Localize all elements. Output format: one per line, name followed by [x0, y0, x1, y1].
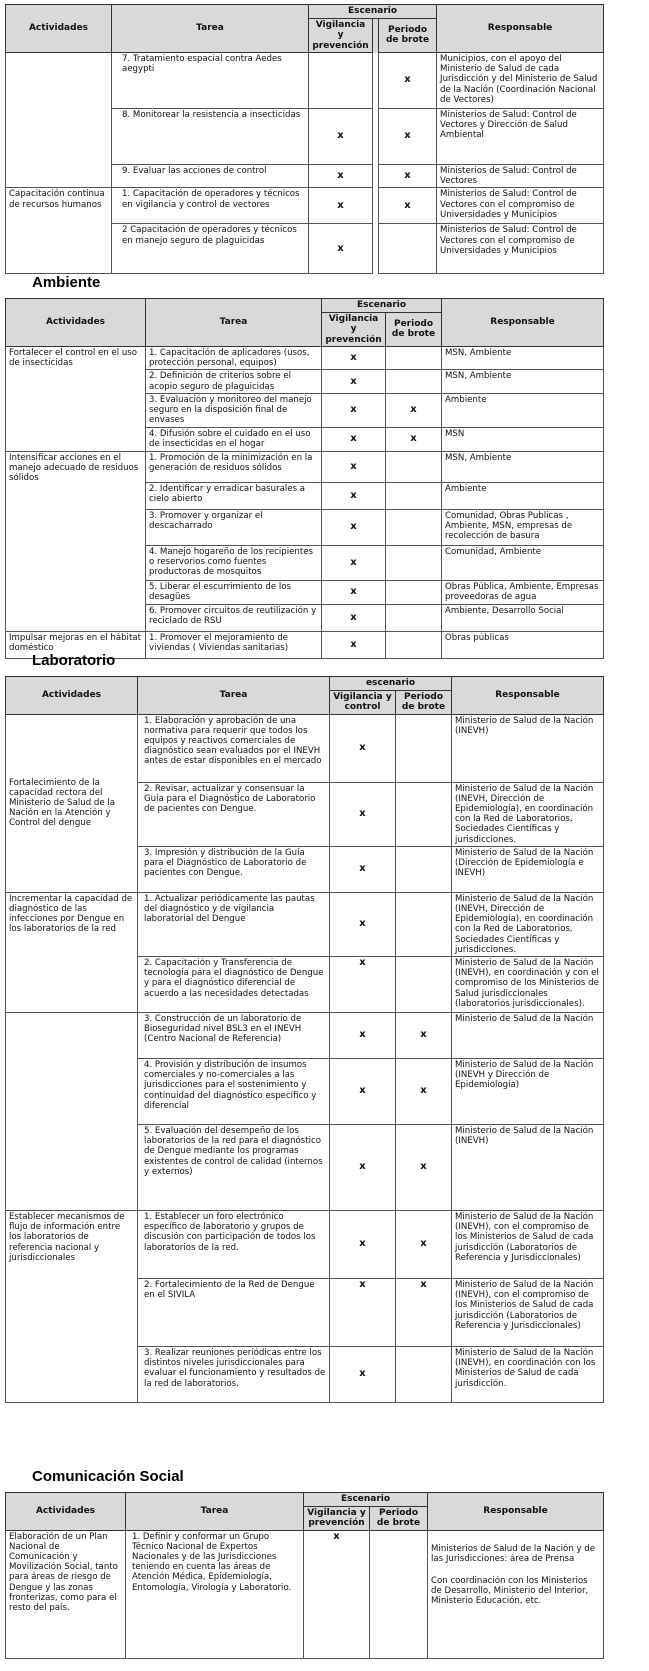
- actividad-cell: Establecer mecanismos de flujo de información entre los laboratorios de referencia nacional y jurisdiccionales: [6, 1210, 138, 1402]
- actividad-cell: Intensificar acciones en el manejo adecuado de residuos sólidos: [6, 451, 146, 631]
- responsable-cell: MSN, Ambiente: [442, 347, 604, 370]
- vigilancia-mark: x: [330, 846, 396, 892]
- header-actividades: Actividades: [6, 5, 112, 53]
- section-title-comunicacion-social: Comunicación Social: [32, 1468, 184, 1485]
- brote-mark: [370, 1530, 428, 1658]
- tarea-cell: 5. Evaluación del desempeño de los laboratorios de la red para el diagnóstico de Dengue mediante los programas existentes de control de calidad (internos y externos): [138, 1124, 330, 1210]
- header-actividades: Actividades: [6, 677, 138, 715]
- actividad-cell: Fortalecer el control en el uso de insecticidas: [6, 347, 146, 452]
- vigilancia-mark: x: [309, 109, 373, 165]
- brote-mark: [386, 482, 442, 509]
- brote-mark: [396, 892, 452, 956]
- vigilancia-mark: x: [322, 604, 386, 631]
- vigilancia-mark: [309, 53, 373, 109]
- brote-mark: [396, 782, 452, 846]
- tarea-cell: 6. Promover circuitos de reutilización y reciclado de RSU: [146, 604, 322, 631]
- brote-mark: x: [396, 1058, 452, 1124]
- vigilancia-mark: x: [330, 1210, 396, 1278]
- header-vigilancia: Vigilancia y prevención: [309, 18, 373, 53]
- tarea-cell: 9. Evaluar las acciones de control: [112, 165, 309, 188]
- tarea-cell: 1. Elaboración y aprobación de una normativa para requerir que todos los equipos y reactivos comerciales de diagnóstico sean evaluados por el INEVH antes de estar disponibles en el mercado: [138, 714, 330, 782]
- vigilancia-mark: x: [330, 1346, 396, 1402]
- brote-mark: x: [379, 165, 437, 188]
- brote-mark: [386, 451, 442, 482]
- responsable-cell: Ministerio de Salud de la Nación (INEVH), con el compromiso de los Ministerios de Salud de cada jurisdicción (Laboratorios de Referencia y Jurisdiccionales): [452, 1278, 604, 1346]
- tarea-cell: 5. Liberar el escurrimiento de los desagües: [146, 580, 322, 604]
- tarea-cell: 3. Realizar reuniones periódicas entre los distintos niveles jurisdiccionales para evaluar el funcionamiento y resultados de la red de laboratorios.: [138, 1346, 330, 1402]
- brote-mark: [386, 545, 442, 580]
- brote-mark: x: [386, 393, 442, 427]
- responsable-cell: Comunidad, Obras Publicas , Ambiente, MSN, empresas de recolección de basura: [442, 509, 604, 545]
- actividad-cell: Impulsar mejoras en el hábitat doméstico: [6, 631, 146, 658]
- tarea-cell: 2. Fortalecimiento de la Red de Dengue en el SIVILA: [138, 1278, 330, 1346]
- header-tarea: Tarea: [146, 299, 322, 347]
- responsable-secondary: Con coordinación con los Ministerios de Desarrollo, Ministerio del Interior, Ministerio Educación, etc.: [431, 1575, 589, 1607]
- brote-mark: [379, 224, 437, 274]
- brote-mark: [386, 604, 442, 631]
- actividad-cell: [6, 1012, 138, 1210]
- vigilancia-mark: x: [309, 165, 373, 188]
- tarea-cell: 3. Evaluación y monitoreo del manejo seguro en la disposición final de envases: [146, 393, 322, 427]
- tarea-cell: 3. Construcción de un laboratorio de Bioseguridad nivel BSL3 en el INEVH (Centro Nacional de Referencia): [138, 1012, 330, 1058]
- responsable-cell: Ministerio de Salud de la Nación (INEVH), en coordinación con los Ministerios de Salud de cada jurisdicción.: [452, 1346, 604, 1402]
- tarea-cell: 2 Capacitación de operadores y técnicos en manejo seguro de plaguicidas: [112, 224, 309, 274]
- responsable-cell: Ministerios de Salud: Control de Vectores: [437, 165, 604, 188]
- brote-mark: [386, 509, 442, 545]
- actividad-cell: [6, 53, 112, 188]
- header-brote: Periodo de brote: [370, 1506, 428, 1530]
- vigilancia-mark: x: [322, 482, 386, 509]
- responsable-cell: Obras Pública, Ambiente, Empresas proveedoras de agua: [442, 580, 604, 604]
- tarea-cell: 4. Manejo hogareño de los recipientes o reservorios como fuentes productoras de mosquitos: [146, 545, 322, 580]
- header-escenario: Escenario: [322, 299, 442, 313]
- header-actividades: Actividades: [6, 1493, 126, 1531]
- header-brote: Periodo de brote: [396, 690, 452, 714]
- brote-mark: x: [386, 427, 442, 451]
- header-tarea: Tarea: [112, 5, 309, 53]
- header-brote: Periodo de brote: [386, 312, 442, 347]
- header-responsable: Responsable: [452, 677, 604, 715]
- brote-mark: x: [396, 1012, 452, 1058]
- header-tarea: Tarea: [126, 1493, 304, 1531]
- responsable-cell: MSN, Ambiente: [442, 451, 604, 482]
- brote-mark: x: [379, 109, 437, 165]
- responsable-cell: Ministerio de Salud de la Nación (INEVH), en coordinación y con el compromiso de los Ministerios de Salud jurisdiccionales (laboratorios jurisdiccionales).: [452, 956, 604, 1012]
- tarea-cell: 1. Establecer un foro electrónico específico de laboratorio y grupos de discusión con participación de todos los laboratorios de la red.: [138, 1210, 330, 1278]
- tarea-cell: 3. Impresión y distribución de la Guía para el Diagnóstico de Laboratorio de pacientes con Dengue.: [138, 846, 330, 892]
- brote-mark: x: [396, 1278, 452, 1346]
- comunicacion-social-table: [5, 1492, 604, 1659]
- vigilancia-mark: x: [330, 892, 396, 956]
- responsable-cell: Ministerio de Salud de la Nación: [452, 1012, 604, 1058]
- tarea-cell: 8. Monitorear la resistencia a insecticidas: [112, 109, 309, 165]
- vigilancia-mark: x: [322, 393, 386, 427]
- brote-mark: [386, 370, 442, 393]
- tarea-cell: 1. Promoción de la minimización en la generación de residuos sólidos: [146, 451, 322, 482]
- vigilancia-mark: x: [322, 545, 386, 580]
- brote-mark: x: [396, 1210, 452, 1278]
- responsable-cell: Ministerios de Salud: Control de Vectores con el compromiso de Universidades y Municipios: [437, 188, 604, 224]
- header-vigilancia: Vigilancia y control: [330, 690, 396, 714]
- vigilancia-mark: x: [322, 347, 386, 370]
- tarea-cell: 2. Identificar y erradicar basurales a cielo abierto: [146, 482, 322, 509]
- responsable-cell: Ministerio de Salud de la Nación (INEVH y Dirección de Epidemiología): [452, 1058, 604, 1124]
- responsable-cell: MSN: [442, 427, 604, 451]
- responsable-cell: Ministerio de Salud de la Nación (INEVH): [452, 1124, 604, 1210]
- vigilancia-mark: x: [330, 1124, 396, 1210]
- vigilancia-mark: x: [330, 956, 396, 1012]
- brote-mark: x: [396, 1124, 452, 1210]
- responsable-cell: Ministerio de Salud de la Nación (INEVH, Dirección de Epidemiología), en coordinación con la Red de Laboratorios, Sociedades Científicas y jurisdicciones.: [452, 782, 604, 846]
- brote-mark: x: [379, 53, 437, 109]
- responsable-cell: [428, 1530, 604, 1658]
- header-tarea: Tarea: [138, 677, 330, 715]
- brote-mark: [386, 580, 442, 604]
- header-vigilancia: Vigilancia y prevención: [304, 1506, 370, 1530]
- section-title-ambiente: Ambiente: [32, 274, 101, 291]
- responsable-cell: Ministerios de Salud: Control de Vectores con el compromiso de Universidades y Municipios: [437, 224, 604, 274]
- vigilancia-mark: x: [322, 509, 386, 545]
- vigilancia-mark: x: [330, 1012, 396, 1058]
- responsable-cell: Comunidad, Ambiente: [442, 545, 604, 580]
- header-brote: Periodo de brote: [379, 18, 437, 53]
- vigilancia-mark: x: [322, 580, 386, 604]
- tarea-cell: 4. Provisión y distribución de insumos comerciales y no-comerciales a las jurisdicciones para el sostenimiento y continuidad del diagnóstico específico y diferencial: [138, 1058, 330, 1124]
- responsable-primary: Ministerios de Salud de la Nación y de las Jurisdicciones: área de Prensa: [431, 1543, 596, 1564]
- responsable-cell: Obras públicas: [442, 631, 604, 658]
- actividad-cell: Incrementar la capacidad de diagnóstico de las infecciones por Dengue en los laboratorios de la red: [6, 892, 138, 1012]
- header-vigilancia: Vigilancia y prevención: [322, 312, 386, 347]
- ambiente-table: [5, 298, 604, 659]
- responsable-cell: Ambiente, Desarrollo Social: [442, 604, 604, 631]
- tarea-cell: 1. Actualizar periódicamente las pautas del diagnóstico y de vigilancia laboratorial del Dengue: [138, 892, 330, 956]
- header-actividades: Actividades: [6, 299, 146, 347]
- vigilancia-mark: x: [309, 188, 373, 224]
- vigilancia-mark: x: [330, 1278, 396, 1346]
- tarea-cell: 7. Tratamiento espacial contra Aedes aegypti: [112, 53, 309, 109]
- tarea-cell: 2. Revisar, actualizar y consensuar la Guía para el Diagnóstico de Laboratorio de pacientes con Dengue.: [138, 782, 330, 846]
- tarea-cell: 1. Definir y conformar un Grupo Técnico Nacional de Expertos Nacionales y de las Jurisdicciones teniendo en cuenta las áreas de Atención Médica, Epidemiología, Entomología, Virología y Laboratorio.: [126, 1530, 304, 1658]
- tarea-cell: 3. Promover y organizar el descacharrado: [146, 509, 322, 545]
- brote-mark: [386, 631, 442, 658]
- brote-mark: [396, 956, 452, 1012]
- vigilancia-mark: x: [322, 370, 386, 393]
- responsable-cell: Ambiente: [442, 393, 604, 427]
- responsable-cell: Ministerio de Salud de la Nación (Dirección de Epidemiología e INEVH): [452, 846, 604, 892]
- responsable-cell: MSN, Ambiente: [442, 370, 604, 393]
- header-responsable: Responsable: [437, 5, 604, 53]
- laboratorio-table: [5, 676, 604, 1403]
- actividad-cell: Elaboración de un Plan Nacional de Comunicación y Movilización Social, tanto para áreas de riesgo de Dengue y las zonas fronterizas, como para el resto del país.: [6, 1530, 126, 1658]
- responsable-cell: Municipios, con el apoyo del Ministerio de Salud de cada Jurisdicción y del Ministerio de Salud de la Nación (Coordinación Nacional de Vectores): [437, 53, 604, 109]
- vigilancia-mark: x: [330, 714, 396, 782]
- responsable-cell: Ambiente: [442, 482, 604, 509]
- tarea-cell: 2. Definición de criterios sobre el acopio seguro de plaguicidas: [146, 370, 322, 393]
- actividad-cell: Capacitación continua de recursos humanos: [6, 188, 112, 274]
- brote-mark: [396, 846, 452, 892]
- header-escenario: escenario: [330, 677, 452, 691]
- brote-mark: x: [379, 188, 437, 224]
- tarea-cell: 1. Capacitación de operadores y técnicos en vigilancia y control de vectores: [112, 188, 309, 224]
- brote-mark: [396, 1346, 452, 1402]
- responsable-cell: Ministerio de Salud de la Nación (INEVH, Dirección de Epidemiología), en coordinación con la Red de Laboratorios, Sociedades Científicas y jurisdicciones.: [452, 892, 604, 956]
- tarea-cell: 2. Capacitación y Transferencia de tecnología para el diagnóstico de Dengue y para el diagnóstico diferencial de acuerdo a las necesidades detectadas: [138, 956, 330, 1012]
- tarea-cell: 4. Difusión sobre el cuidado en el uso de insecticidas en el hogar: [146, 427, 322, 451]
- header-escenario: Escenario: [304, 1493, 428, 1507]
- actividad-cell: Fortalecimiento de la capacidad rectora del Ministerio de Salud de la Nación en la Atención y Control del dengue: [6, 714, 138, 892]
- vigilancia-mark: x: [330, 1058, 396, 1124]
- vigilancia-mark: x: [309, 224, 373, 274]
- responsable-cell: Ministerios de Salud: Control de Vectores y Dirección de Salud Ambiental: [437, 109, 604, 165]
- responsable-cell: Ministerio de Salud de la Nación (INEVH): [452, 714, 604, 782]
- vigilancia-mark: x: [322, 631, 386, 658]
- vigilancia-mark: x: [322, 451, 386, 482]
- brote-mark: [386, 347, 442, 370]
- vigilancia-mark: x: [304, 1530, 370, 1658]
- tarea-cell: 1. Capacitación de aplicadores (usos, protección personal, equipos): [146, 347, 322, 370]
- control-vectores-table: [5, 4, 604, 274]
- brote-mark: [396, 714, 452, 782]
- vigilancia-mark: x: [322, 427, 386, 451]
- header-responsable: Responsable: [428, 1493, 604, 1531]
- header-escenario: Escenario: [309, 5, 437, 19]
- responsable-cell: Ministerio de Salud de la Nación (INEVH), con el compromiso de los Ministerios de Salud de cada jurisdicción (Laboratorios de Referencia y Jurisdiccionales): [452, 1210, 604, 1278]
- vigilancia-mark: x: [330, 782, 396, 846]
- header-responsable: Responsable: [442, 299, 604, 347]
- section-title-laboratorio: Laboratorio: [32, 652, 116, 669]
- tarea-cell: 1. Promover el mejoramiento de viviendas ( Viviendas sanitarias): [146, 631, 322, 658]
